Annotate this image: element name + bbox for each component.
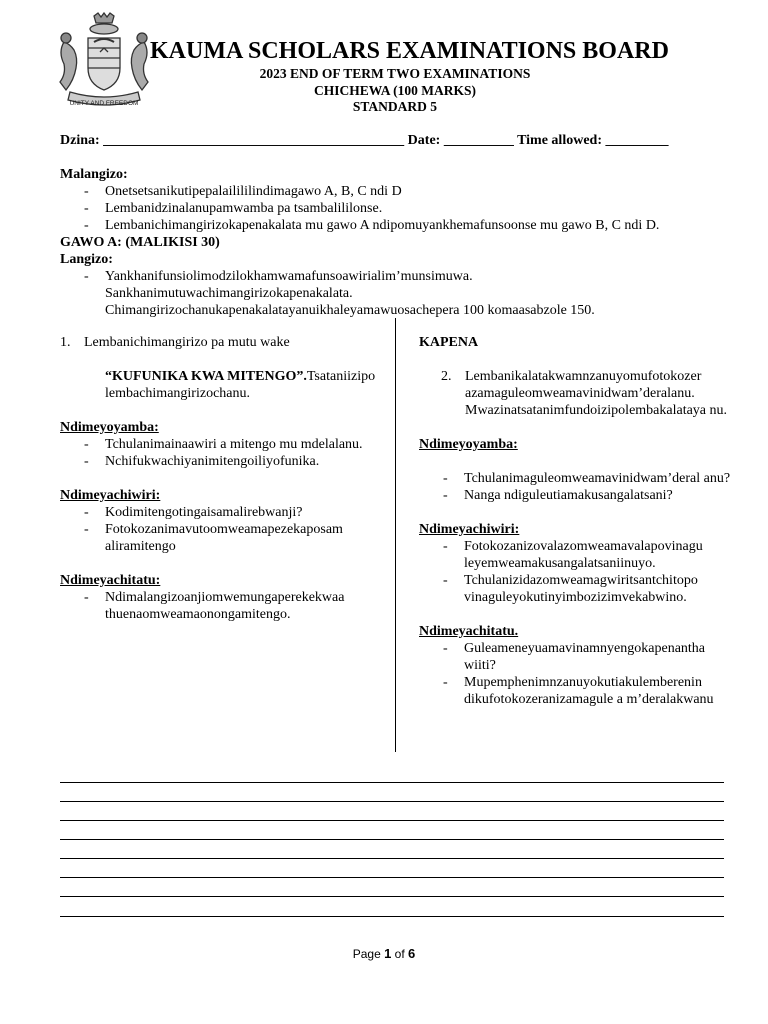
answer-line[interactable] bbox=[60, 858, 724, 859]
page-word: Page bbox=[352, 947, 381, 961]
paragraph-1-title: Ndimeyoyamba: bbox=[60, 420, 159, 435]
paragraph-2-title: Ndimeyachiwiri: bbox=[419, 522, 520, 537]
list-item: - Tchulanimainaawiri a mitengo mu mdelalanu. bbox=[84, 437, 363, 452]
answer-line[interactable] bbox=[60, 782, 724, 783]
list-item: - Mupemphenimnzanuyokutiakulemberenin dikufotokozeranizamagule a m’deralakwanu bbox=[443, 675, 714, 707]
answer-line[interactable] bbox=[60, 916, 724, 917]
question-2: 2. Lembanikalatakwamnzanuyomufotokozer azamaguleomweamavinidwam’deralanu. Mwazinatsatanimfundoizipolembakalataya nu. bbox=[441, 369, 728, 418]
exam-title: 2023 END OF TERM TWO EXAMINATIONS bbox=[259, 66, 531, 81]
time-blank[interactable]: _________ bbox=[605, 133, 669, 148]
time-label: Time allowed: bbox=[517, 133, 602, 148]
paragraph-3-title: Ndimeyachitatu: bbox=[60, 573, 161, 588]
name-label: Dzina: bbox=[60, 133, 100, 148]
name-blank[interactable]: ___________________________________________ bbox=[103, 133, 405, 148]
answer-line[interactable] bbox=[60, 896, 724, 897]
student-details-line bbox=[60, 133, 668, 149]
column-divider bbox=[395, 318, 396, 752]
date-blank[interactable]: __________ bbox=[443, 133, 514, 148]
instruction-item: - Onetsetsanikutipepalailililindimagawo A, B, C ndi D bbox=[84, 184, 402, 199]
board-title: KAUMA SCHOLARS EXAMINATIONS BOARD bbox=[150, 38, 669, 64]
instruction-item: - Lembanichimangirizokapenakalata mu gawo A ndipomuyankhemafunsoonse mu gawo B, C ndi D. bbox=[84, 218, 660, 233]
list-item: - Guleameneyuamavinamnyengokapenantha wiiti? bbox=[443, 641, 706, 673]
list-item: - Fotokozanizovalazomweamavalapovinagu leyemweamakusangalatsaniinuyo. bbox=[443, 539, 703, 571]
page-footer bbox=[0, 946, 768, 961]
list-item: - Nanga ndiguleutiamakusangalatsani? bbox=[443, 488, 673, 503]
standard-title: STANDARD 5 bbox=[352, 99, 438, 114]
kapena-label: KAPENA bbox=[419, 335, 479, 350]
question-1-topic: “KUFUNIKA KWA MITENGO”.Tsataniizipolembachimangirizochanu. bbox=[105, 369, 376, 401]
date-label: Date: bbox=[407, 133, 441, 148]
instructions-block bbox=[60, 166, 740, 319]
answer-line[interactable] bbox=[60, 877, 724, 878]
list-item: - Tchulanizidazomweamagwiritsantchitopo vinaguleyokutinyimbozizimvekabwino. bbox=[443, 573, 698, 605]
question-2-column bbox=[419, 334, 735, 708]
paragraph-1-title: Ndimeyoyamba: bbox=[419, 437, 518, 452]
section-a-title: GAWO A: (MALIKISI 30) bbox=[60, 235, 220, 250]
instructions-title: Malangizo: bbox=[60, 167, 128, 182]
question-1: 1. Lembanichimangirizo pa mutu wake bbox=[60, 335, 290, 350]
answer-line[interactable] bbox=[60, 820, 724, 821]
of-word: of bbox=[394, 947, 405, 961]
list-item: - Ndimalangizoanjiomwemungaperekekwaa thuenaomweamaonongamitengo. bbox=[84, 590, 345, 622]
crest-motto: UNITY AND FREEDOM bbox=[69, 100, 139, 107]
answer-line[interactable] bbox=[60, 801, 724, 802]
paragraph-3-title: Ndimeyachitatu. bbox=[419, 624, 519, 639]
guide-title: Langizo: bbox=[60, 252, 113, 267]
list-item: - Tchulanimaguleomweamavinidwam’deral anu? bbox=[443, 471, 731, 486]
paragraph-2-title: Ndimeyachiwiri: bbox=[60, 488, 161, 503]
list-item: - Nchifukwachiyanimitengoiliyofunika. bbox=[84, 454, 320, 469]
list-item: - Kodimitengotingaisamalirebwanji? bbox=[84, 505, 303, 520]
subject-title: CHICHEWA (100 MARKS) bbox=[313, 83, 476, 98]
coat-of-arms-logo bbox=[50, 12, 158, 114]
question-1-column bbox=[60, 334, 378, 623]
page-number: 1 bbox=[384, 946, 392, 961]
answer-line[interactable] bbox=[60, 839, 724, 840]
page-total: 6 bbox=[408, 946, 416, 961]
instruction-item: - Lembanidzinalanupamwamba pa tsambalililonse. bbox=[84, 201, 383, 216]
list-item: - Fotokozanimavutoomweamapezekaposam aliramitengo bbox=[84, 522, 343, 554]
guide-item: - Yankhanifunsiolimodzilokhamwamafunsoawirialim’munsimuwa. Sankhanimutuwachimangirizokapenakalata. Chimangirizochanukapenakalatayanuikhaleyamawuosachepera 100 komaasabzole 150. bbox=[84, 269, 595, 318]
